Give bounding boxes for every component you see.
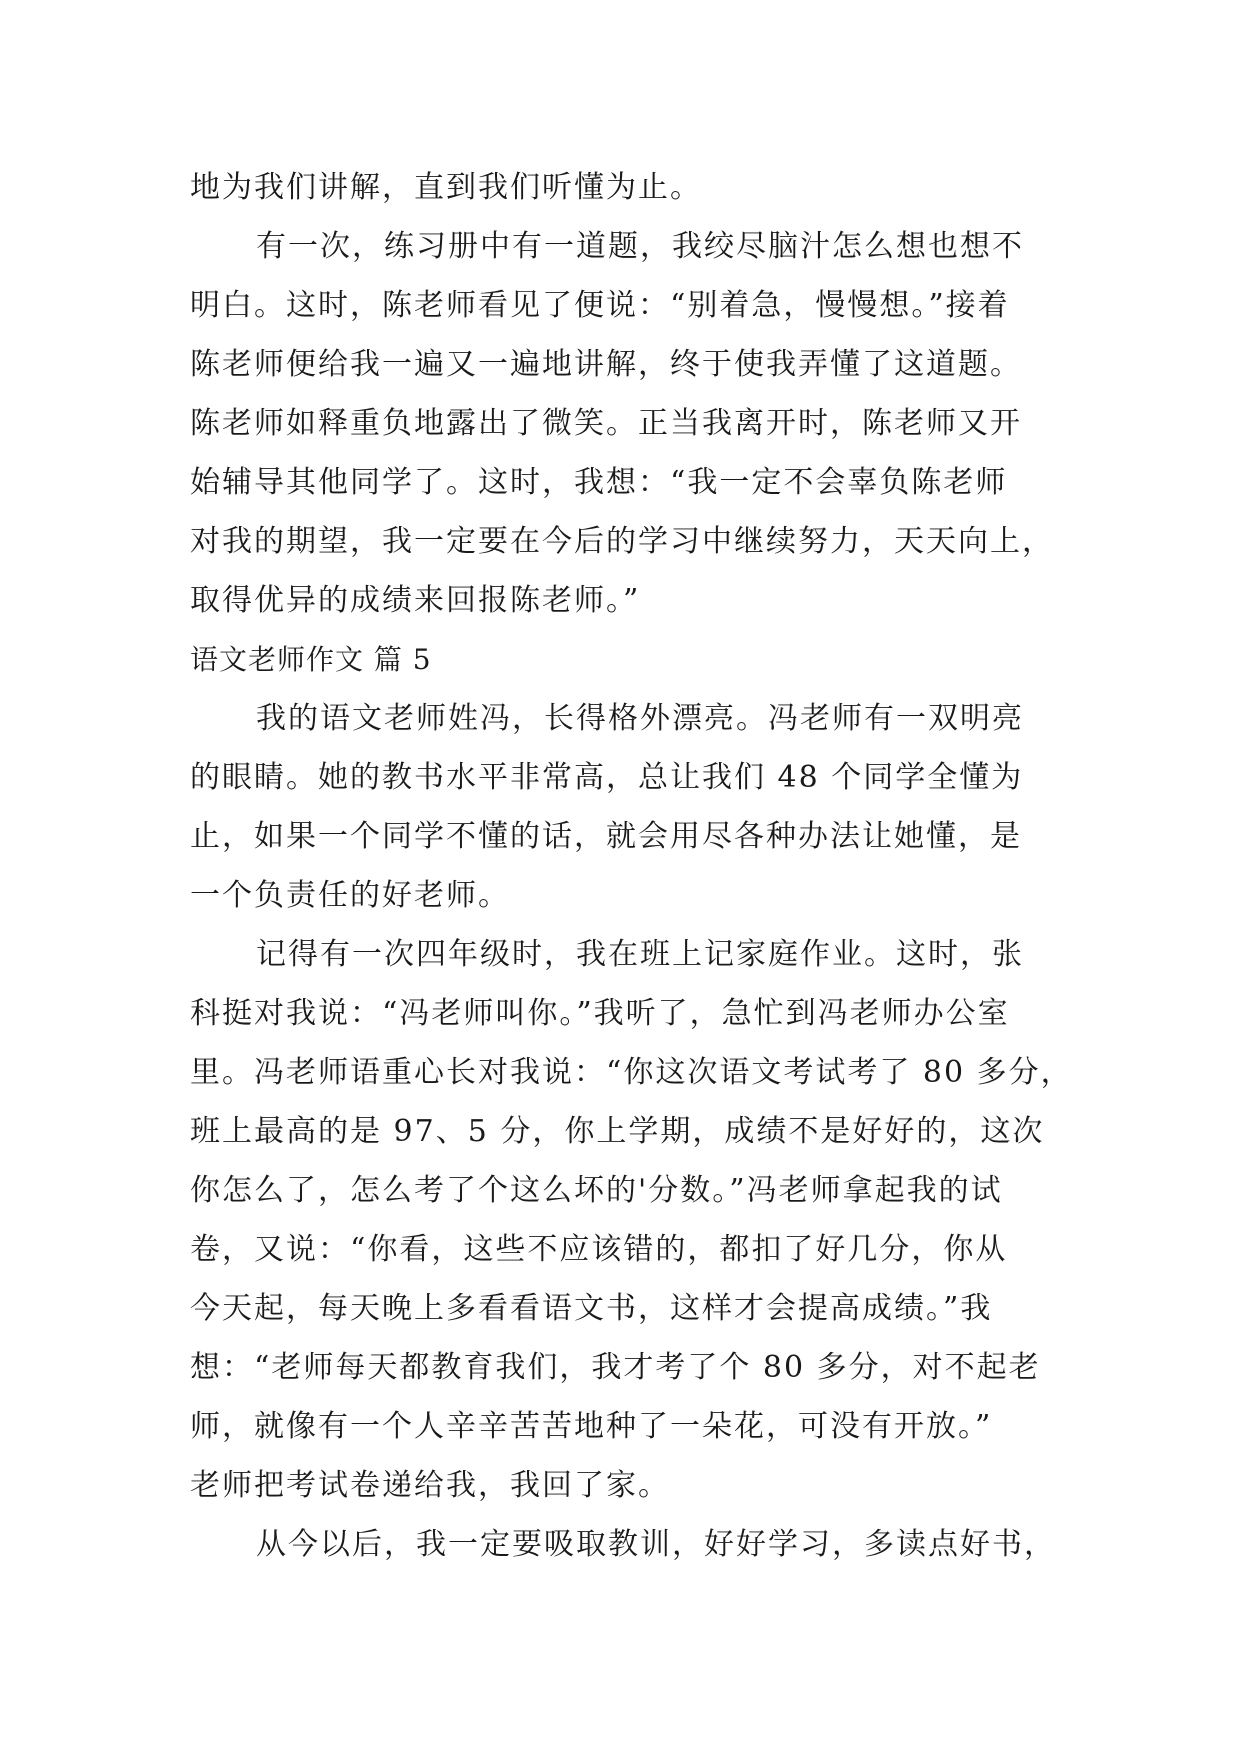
paragraph-first-line: 记得有一次四年级时，我在班上记家庭作业。这时，张 <box>256 937 1024 972</box>
text-line: 陈老师便给我一遍又一遍地讲解，终于使我弄懂了这道题。 <box>190 347 1022 382</box>
text-line: 想：“老师每天都教育我们，我才考了个 80 多分，对不起老 <box>190 1350 1041 1385</box>
paragraph-first-line: 有一次，练习册中有一道题，我绞尽脑汁怎么想也想不 <box>256 229 1024 264</box>
text-line: 里。冯老师语重心长对我说：“你这次语文考试考了 80 多分， <box>190 1055 1073 1090</box>
text-line: 始辅导其他同学了。这时，我想：“我一定不会辜负陈老师 <box>190 465 1008 500</box>
text-line: 明白。这时，陈老师看见了便说：“别着急，慢慢想。”接着 <box>190 288 1010 323</box>
text-line: 一个负责任的好老师。 <box>190 878 510 913</box>
paragraph-first-line: 我的语文老师姓冯，长得格外漂亮。冯老师有一双明亮 <box>256 701 1024 736</box>
text-line: 卷，又说：“你看，这些不应该错的，都扣了好几分，你从 <box>190 1232 1008 1267</box>
document-body <box>190 158 1073 1574</box>
text-line: 止，如果一个同学不懂的话，就会用尽各种办法让她懂，是 <box>190 819 1022 854</box>
text-line: 老师把考试卷递给我，我回了家。 <box>190 1468 670 1503</box>
paragraph-first-line: 从今以后，我一定要吸取教训，好好学习，多读点好书， <box>256 1527 1056 1562</box>
text-line: 今天起，每天晚上多看看语文书，这样才会提高成绩。”我 <box>190 1291 993 1326</box>
text-line: 科挺对我说：“冯老师叫你。”我听了，急忙到冯老师办公室 <box>190 996 1010 1031</box>
text-line: 师，就像有一个人辛辛苦苦地种了一朵花，可没有开放。” <box>190 1409 993 1444</box>
text-line: 你怎么了，怎么考了个这么坏的'分数。”冯老师拿起我的试 <box>190 1173 1003 1208</box>
text-line: 的眼睛。她的教书水平非常高，总让我们 48 个同学全懂为 <box>190 760 1024 795</box>
text-line: 地为我们讲解，直到我们听懂为止。 <box>190 170 702 205</box>
text-line: 对我的期望，我一定要在今后的学习中继续努力，天天向上， <box>190 524 1054 559</box>
text-line: 班上最高的是 97、5 分，你上学期，成绩不是好好的，这次 <box>190 1114 1045 1149</box>
section-heading: 语文老师作文 篇 5 <box>190 643 432 676</box>
text-line: 取得优异的成绩来回报陈老师。” <box>190 583 641 618</box>
text-line: 陈老师如释重负地露出了微笑。正当我离开时，陈老师又开 <box>190 406 1022 441</box>
